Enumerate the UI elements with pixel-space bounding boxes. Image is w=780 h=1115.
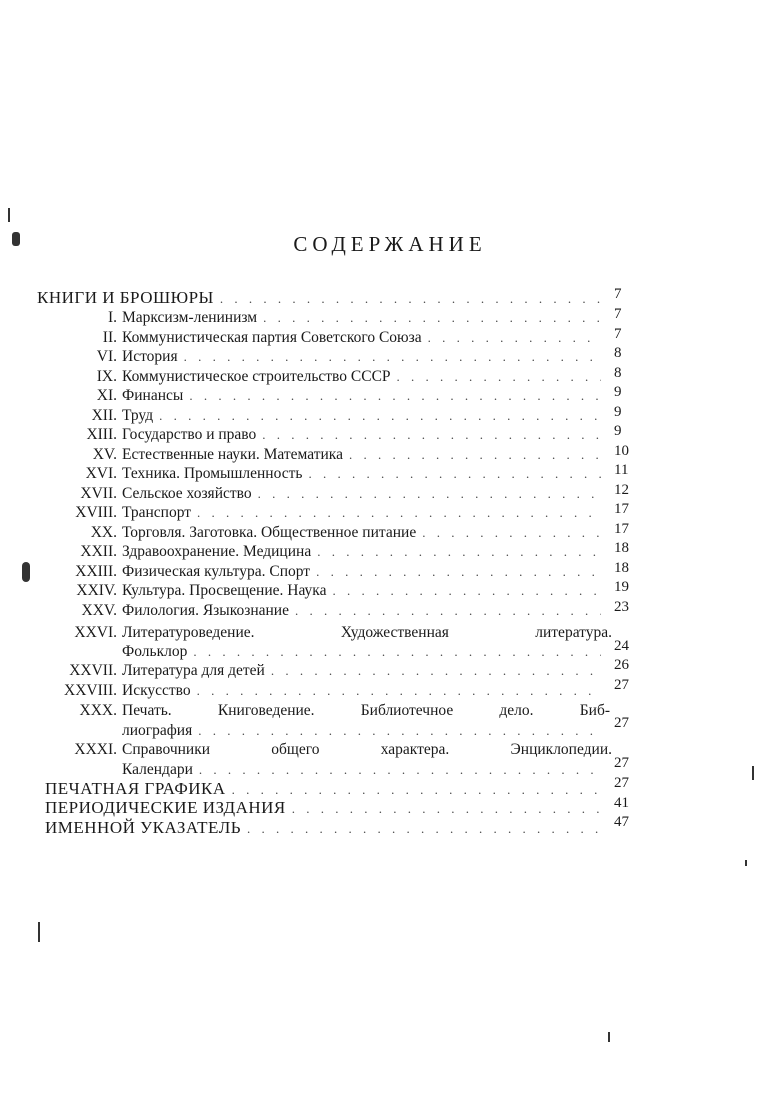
toc-entry-label: ПЕРИОДИЧЕСКИЕ ИЗДАНИЯ	[45, 798, 286, 817]
toc-page-number: 19	[614, 579, 629, 595]
section-number: XV.	[92, 446, 117, 463]
toc-page-number: 47	[614, 814, 629, 830]
toc-entry	[0, 308, 607, 328]
leader-dots	[262, 425, 601, 445]
scan-speck	[8, 208, 10, 222]
toc-entry-label: Литературоведение. Художественная литература.	[122, 624, 612, 641]
toc-page-number: 7	[614, 306, 622, 322]
toc-entry-label: Труд	[122, 407, 154, 424]
toc-entry-label: История	[122, 348, 178, 365]
toc-entry-label: ПЕЧАТНАЯ ГРАФИКА	[45, 779, 226, 798]
toc-entry-label: Печать. Книговедение. Библиотечное дело. Биб-	[122, 702, 610, 719]
toc-entry-label: Справочники общего характера. Энциклопедии.	[122, 741, 612, 758]
toc-entry-label: Культура. Просвещение. Наука	[122, 582, 327, 599]
leader-dots	[428, 328, 601, 348]
toc-entry	[0, 347, 607, 367]
leader-dots	[263, 308, 601, 328]
section-number: XIII.	[86, 426, 117, 443]
toc-page-number: 9	[614, 404, 622, 420]
leader-dots	[193, 642, 601, 662]
toc-entry-books	[37, 288, 607, 308]
section-number: XXX.	[79, 702, 117, 719]
toc-page-number: 17	[614, 521, 629, 537]
toc-entry-xxx-continued	[122, 721, 607, 741]
scan-speck	[752, 766, 754, 780]
section-number: XII.	[91, 407, 117, 424]
leader-dots	[397, 367, 601, 387]
leader-dots	[308, 464, 601, 484]
toc-entry	[0, 484, 607, 504]
toc-entry-graphics	[45, 779, 607, 799]
leader-dots	[258, 484, 601, 504]
toc-entry-xxxi-continued	[122, 760, 607, 780]
toc-entry	[0, 503, 607, 523]
toc-page-number: 18	[614, 540, 629, 556]
toc-page-number: 17	[614, 501, 629, 517]
toc-entry	[0, 523, 607, 543]
toc-entry-xxx	[0, 701, 610, 721]
toc-entry	[0, 601, 607, 621]
leader-dots	[332, 581, 601, 601]
leader-dots	[247, 819, 601, 839]
toc-entry-xxviii	[0, 681, 607, 701]
toc-entry-label: Марксизм-ленинизм	[122, 309, 258, 326]
toc-entry-label: Искусство	[122, 682, 191, 699]
leader-dots	[197, 503, 601, 523]
section-number: XI.	[96, 387, 117, 404]
toc-entry-label: Финансы	[122, 387, 184, 404]
toc-page-number: 24	[614, 638, 629, 654]
leader-dots	[349, 445, 601, 465]
section-number: XXVII.	[69, 662, 117, 679]
toc-page-number: 12	[614, 482, 629, 498]
toc-page-number: 27	[614, 677, 629, 693]
toc-page-number: 27	[614, 755, 629, 771]
leader-dots	[198, 721, 601, 741]
toc-page-number: 7	[614, 286, 622, 302]
toc-entry-xxvi-continued	[122, 642, 607, 662]
leader-dots	[184, 347, 601, 367]
toc-page-number: 7	[614, 326, 622, 342]
toc-page-number: 9	[614, 384, 622, 400]
toc-entry-label: Торговля. Заготовка. Общественное питание	[122, 524, 417, 541]
section-number: XXXI.	[74, 741, 117, 758]
leader-dots	[317, 542, 601, 562]
toc-entry-label: Коммунистическая партия Советского Союза	[122, 329, 422, 346]
toc-entry-label: Календари	[122, 761, 193, 778]
toc-entry	[0, 367, 607, 387]
toc-entry-xxvi	[0, 623, 612, 643]
leader-dots	[199, 760, 601, 780]
section-number: XXVIII.	[64, 682, 117, 699]
toc-entry-label: Коммунистическое строительство СССР	[122, 368, 391, 385]
toc-entry-label: ИМЕННОЙ УКАЗАТЕЛЬ	[45, 818, 241, 837]
section-number: XVIII.	[75, 504, 117, 521]
leader-dots	[159, 406, 601, 426]
section-number: VI.	[96, 348, 117, 365]
section-number: IX.	[96, 368, 117, 385]
toc-page-number: 11	[614, 462, 629, 478]
toc-entry	[0, 464, 607, 484]
toc-entry-label: Фольклор	[122, 643, 188, 660]
leader-dots	[316, 562, 601, 582]
toc-page-number: 26	[614, 657, 629, 673]
leader-dots	[197, 681, 601, 701]
scan-speck	[12, 232, 20, 246]
section-number: XXV.	[81, 602, 117, 619]
toc-entry-label: Здравоохранение. Медицина	[122, 543, 312, 560]
toc-entry	[0, 581, 607, 601]
page-title: СОДЕРЖАНИЕ	[293, 232, 487, 256]
section-number: XVII.	[80, 485, 117, 502]
toc-entry	[0, 328, 607, 348]
toc-entry-xxvii	[0, 661, 607, 681]
toc-entry-label: Естественные науки. Математика	[122, 446, 343, 463]
toc-entry-name-index	[45, 818, 607, 838]
section-number: II.	[102, 329, 117, 346]
leader-dots	[271, 661, 601, 681]
leader-dots	[422, 523, 601, 543]
toc-entry-label: Филология. Языкознание	[122, 602, 289, 619]
toc-page-number: 23	[614, 599, 629, 615]
section-number: XXII.	[80, 543, 117, 560]
scan-speck	[38, 922, 40, 942]
leader-dots	[295, 601, 601, 621]
leader-dots	[232, 780, 601, 800]
toc-page-number: 8	[614, 345, 622, 361]
toc-page-number: 10	[614, 443, 629, 459]
section-number: XXVI.	[74, 624, 117, 641]
toc-entry	[0, 406, 607, 426]
leader-dots	[189, 386, 601, 406]
toc-page-number: 18	[614, 560, 629, 576]
toc-entry	[0, 425, 607, 445]
toc-entry-label: Сельское хозяйство	[122, 485, 252, 502]
toc-entry-label: КНИГИ И БРОШЮРЫ	[37, 288, 214, 307]
toc-entry-label: Государство и право	[122, 426, 257, 443]
toc-page-number: 41	[614, 795, 629, 811]
section-number: XX.	[90, 524, 117, 541]
toc-entry-xxxi	[0, 740, 612, 760]
leader-dots	[220, 289, 601, 309]
toc-entry	[0, 562, 607, 582]
toc-entry	[0, 445, 607, 465]
toc-entry	[0, 542, 607, 562]
toc-entry-label: Техника. Промышленность	[122, 465, 303, 482]
scan-speck	[608, 1032, 610, 1042]
section-number: XXIII.	[75, 563, 117, 580]
toc-entry-label: Транспорт	[122, 504, 192, 521]
section-number: I.	[107, 309, 117, 326]
scan-speck	[745, 860, 747, 866]
toc-page-number: 27	[614, 715, 629, 731]
section-number: XXIV.	[76, 582, 117, 599]
toc-page-number: 8	[614, 365, 622, 381]
toc-entry-label: лиография	[122, 722, 193, 739]
toc-entry-label: Литература для детей	[122, 662, 265, 679]
toc-page-number: 9	[614, 423, 622, 439]
toc-entry	[0, 386, 607, 406]
leader-dots	[292, 799, 601, 819]
toc-entry-periodicals	[45, 798, 607, 818]
scan-speck	[22, 562, 30, 582]
toc-page-number: 27	[614, 775, 629, 791]
section-number: XVI.	[85, 465, 117, 482]
toc-entry-label: Физическая культура. Спорт	[122, 563, 311, 580]
